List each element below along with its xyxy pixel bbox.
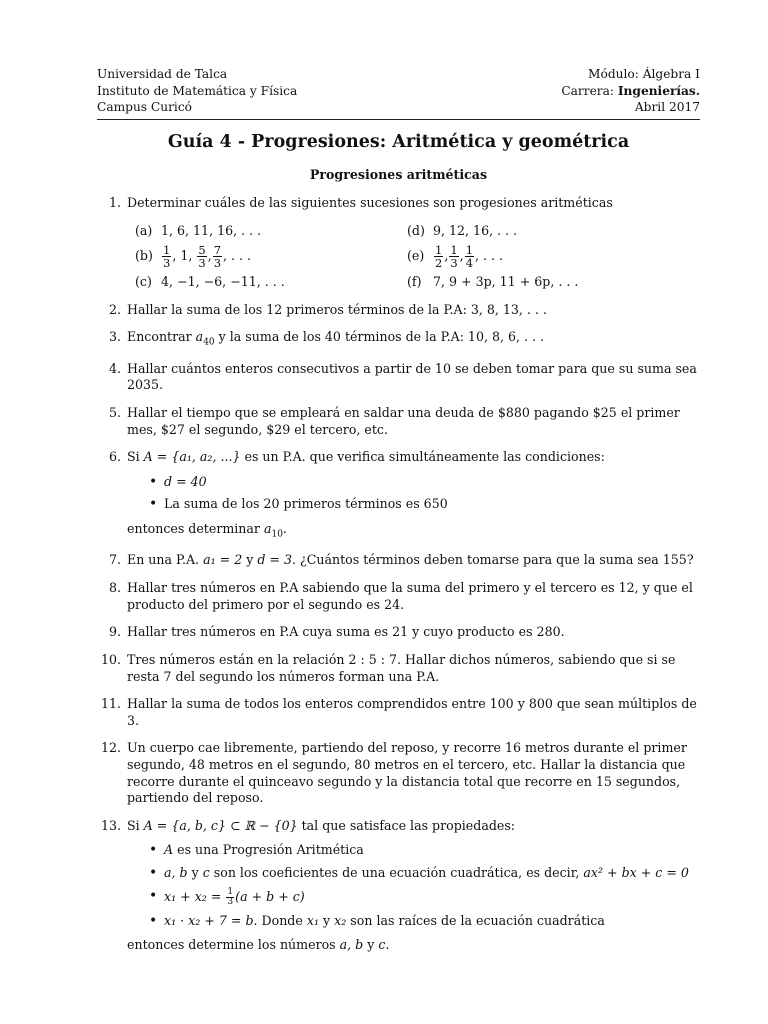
property-item: • A es una Progresión Aritmética <box>149 842 700 859</box>
section-title: Progresiones aritméticas <box>309 166 488 182</box>
document-page <box>97 66 700 965</box>
conditions-list <box>127 474 700 513</box>
fraction: $\frac{1}{4}$ <box>465 242 474 270</box>
property-item: • a, b y c son los coeficientes de una ecuación cuadrática, es decir, ax² + bx + c = 0 <box>149 865 700 882</box>
header-right <box>561 66 700 116</box>
problem-2: 2. Hallar la suma de los 12 primeros términos de la P.A: 3, 8, 13, . . . <box>108 301 547 317</box>
problem-9: 9. Hallar tres números en P.A cuya suma es 21 y cuyo producto es 280. <box>108 624 565 640</box>
page-header <box>97 66 700 116</box>
option-d: (d) 9, 12, 16, . . . <box>407 222 518 238</box>
university-name: Universidad de Talca <box>97 67 228 81</box>
fraction: $\frac{1}{3}$ <box>163 242 171 270</box>
option-b: (b) $\frac{1}{3}$ , 1, $\frac{5}{3}$ , $\frac{7}{3}$ , . . . <box>135 242 252 270</box>
fraction: $\frac{1}{2}$ <box>435 242 443 270</box>
problem-8: 8. Hallar tres números en P.A sabiendo que la suma del primero y el tercero es 12, y que el producto del primero por el segundo es 24. <box>108 580 693 612</box>
fraction: $\frac{1}{3}$ <box>227 886 234 907</box>
property-item: • x₁ · x₂ + 7 = b. Donde x₁ y x₂ son las raíces de la ecuación cuadrática <box>149 913 700 930</box>
problem-7: 7. En una P.A. a₁ = 2 y d = 3. ¿Cuántos términos deben tomarse para que la suma sea 155? <box>108 552 694 568</box>
option-e: (e) $\frac{1}{2}$ , $\frac{1}{3}$ , $\frac{1}{4}$ , . . . <box>407 242 504 270</box>
condition-item: • La suma de los 20 primeros términos es 650 <box>149 496 700 513</box>
problem-6-conclusion: entonces determinar $a_{10}$. <box>127 521 287 540</box>
option-a: (a) 1, 6, 11, 16, . . . <box>135 222 262 238</box>
problem-13: 13. Si A = {a, b, c} ⊂ ℝ − {0} tal que satisface las propiedades: • A es una Progresión Aritmética • a, b y c son los coeficientes de una ecuación cuadrática, es decir, ax² + bx + c = 0 • x₁ + x₂ = $\frac{1}{3}$ (a + b + c) • x₁ · x₂ + 7 = b. Donde x₁ y x₂ son las raíces de la ecuación cuadrática entonces determine los números a, b y c. <box>97 818 700 954</box>
fraction: $\frac{5}{3}$ <box>198 242 206 270</box>
option-c: (c) 4, −1, −6, −11, . . . <box>135 273 285 289</box>
problem-5: 5. Hallar el tiempo que se empleará en saldar una deuda de $880 pagando $25 el primer mes, $27 el segundo, $29 el tercero, etc. <box>108 405 680 437</box>
option-f: (f) 7, 9 + 3p, 11 + 6p, . . . <box>407 273 579 289</box>
problem-13-conclusion: entonces determine los números a, b y c. <box>127 937 390 953</box>
career: Carrera: Ingenierías. <box>561 83 700 98</box>
header-left <box>97 66 297 116</box>
properties-list <box>127 842 700 929</box>
problem-6: 6. Si A = {a₁, a₂, ...} es un P.A. que verifica simultáneamente las condiciones: • d = 40 • La suma de los 20 primeros términos es 650 entonces determinar $a_{10}$. <box>97 449 700 541</box>
fraction: $\frac{7}{3}$ <box>213 242 222 270</box>
problem-11: 11. Hallar la suma de todos los enteros comprendidos entre 100 y 800 que sean múltiplos de 3. <box>100 696 697 728</box>
problem-3: 3. Encontrar $a_{40}$ y la suma de los 40 términos de la P.A: 10, 8, 6, . . . <box>108 329 545 348</box>
date: Abril 2017 <box>634 100 700 114</box>
header-rule <box>97 119 700 120</box>
sequence-options <box>135 222 700 291</box>
property-item: • x₁ + x₂ = $\frac{1}{3}$ (a + b + c) <box>149 888 700 907</box>
module-name: Módulo: Álgebra I <box>588 67 700 81</box>
problem-10: 10. Tres números están en la relación 2 : 5 : 7. Hallar dichos números, sabiendo que si se resta 7 del segundo los números forman una P.A. <box>100 651 676 684</box>
problem-1: 1. Determinar cuáles de las siguientes sucesiones son progesiones aritméticas (a) 1, 6, 11, 16, . . . (d) 9, 12, 16, . . . (b) $\frac{1}{3}$ , 1, $\frac{5}{3}$ , $\frac{7}{3}$ , . . . (e) $\frac{1}{2}$ , $\frac{1}{3}$ , $\frac{1}{4}$ , . . . (c) 4, −1, −6, −11, . . . (f) 7, 9 + 3p, 11 + 6p, . . . <box>97 195 700 291</box>
problem-list <box>97 195 700 954</box>
campus-name: Campus Curicó <box>97 100 192 114</box>
problem-12: 12. Un cuerpo cae libremente, partiendo del reposo, y recorre 16 metros durante el primer segundo, 48 metros en el segundo, 80 metros en el tercero, etc. Hallar la distancia que recorre durante el quinceavo segundo y la distancia total que recorre en 15 segundos, partiendo del reposo. <box>100 740 687 806</box>
condition-item: • d = 40 <box>149 474 700 491</box>
institute-name: Instituto de Matemática y Física <box>97 83 298 98</box>
fraction: $\frac{1}{3}$ <box>450 242 458 270</box>
page-title: Guía 4 - Progresiones: Aritmética y geométrica <box>167 131 630 152</box>
problem-4: 4. Hallar cuántos enteros consecutivos a partir de 10 se deben tomar para que su suma sea 2035. <box>108 360 697 393</box>
